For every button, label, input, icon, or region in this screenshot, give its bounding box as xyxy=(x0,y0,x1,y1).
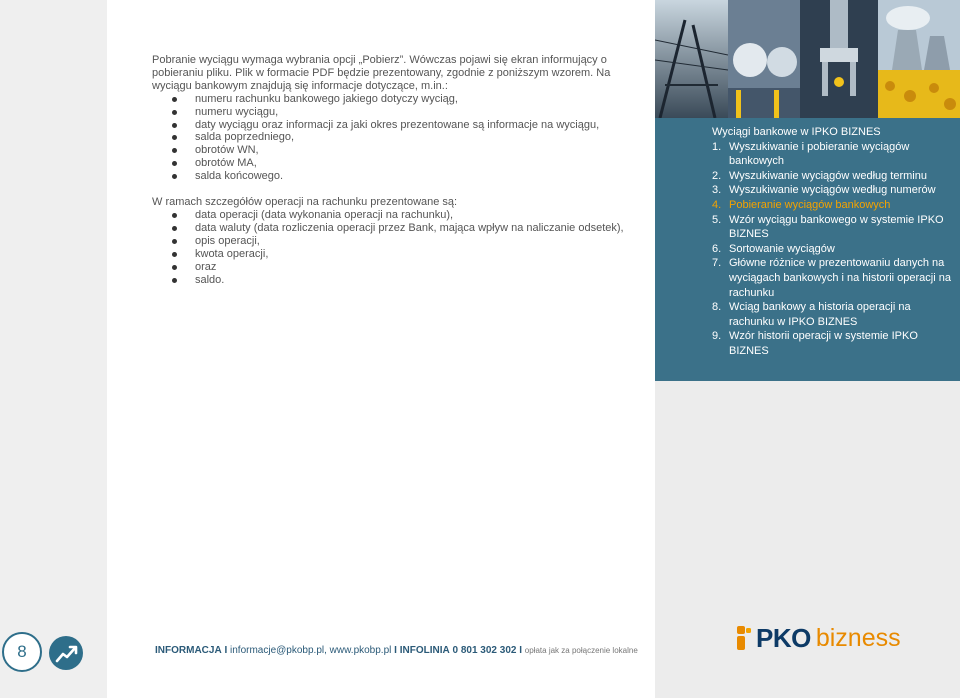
footer-separator: I xyxy=(394,645,397,656)
list-item: salda poprzedniego, xyxy=(152,131,632,144)
toc-item-number: 8. xyxy=(712,301,722,314)
logo-pko-text: PKO xyxy=(756,622,811,653)
toc-item-1[interactable] xyxy=(712,140,952,169)
footer-info-label: INFORMACJA xyxy=(155,645,222,656)
toc-list xyxy=(712,140,952,359)
gas-tanks-photo xyxy=(728,0,800,118)
footer-hotline-label: INFOLINIA xyxy=(399,645,450,656)
pko-bizness-logo xyxy=(733,622,901,654)
toc-item-5[interactable] xyxy=(712,213,952,242)
toc-item-7[interactable] xyxy=(712,256,952,300)
list-item: daty wyciągu oraz informacji za jaki okres prezentowane są informacje na wyciągu, xyxy=(152,119,632,132)
toc-item-label: Wciąg bankowy a historia operacji na rachunku w IPKO BIZNES xyxy=(729,301,911,328)
toc-item-9[interactable] xyxy=(712,329,952,358)
list-item: data operacji (data wykonania operacji na rachunku), xyxy=(152,209,632,222)
list-item: oraz xyxy=(152,261,632,274)
page-number: 8 xyxy=(2,632,42,672)
footer-site-link[interactable]: www.pkobp.pl xyxy=(329,645,392,656)
list-item: salda końcowego. xyxy=(152,170,632,183)
list-item: kwota operacji, xyxy=(152,248,632,261)
toc-item-number: 3. xyxy=(712,184,722,197)
list-item: opis operacji, xyxy=(152,235,632,248)
toc-item-3[interactable] xyxy=(712,183,952,198)
left-margin-strip xyxy=(0,0,107,698)
list-item: saldo. xyxy=(152,274,632,287)
toc-item-6[interactable] xyxy=(712,242,952,257)
toc-item-8[interactable] xyxy=(712,300,952,329)
toc-item-number: 2. xyxy=(712,169,722,182)
toc-item-number: 4. xyxy=(712,198,722,211)
toc-item-label: Wzór wyciągu bankowego w systemie IPKO BIZNES xyxy=(729,213,944,241)
toc-item-label: Pobieranie wyciągów bankowych xyxy=(729,198,891,211)
main-content xyxy=(152,54,632,286)
footer-contact: INFORMACJA I informacje@pkobp.pl, www.pkobp.pl I INFOLINIA 0 801 302 302 I opłata jak za połączenie lokalne xyxy=(155,645,638,656)
toc-title: Wyciągi bankowe w IPKO BIZNES xyxy=(712,126,881,138)
power-plant-photo xyxy=(878,0,960,118)
pko-logo-icon xyxy=(733,624,753,652)
toc-item-label: Wzór historii operacji w systemie IPKO BIZNES xyxy=(729,330,918,357)
toc-item-label: Wyszukiwanie wyciągów według numerów xyxy=(729,184,936,197)
statement-info-list xyxy=(152,93,632,183)
list-item: obrotów MA, xyxy=(152,157,632,170)
toc-item-number: 1. xyxy=(712,140,722,153)
toc-item-2[interactable] xyxy=(712,169,952,184)
operations-paragraph: W ramach szczegółów operacji na rachunku prezentowane są: xyxy=(152,196,458,209)
table-of-contents xyxy=(712,125,952,359)
toc-item-number: 7. xyxy=(712,257,722,270)
power-lines-photo xyxy=(655,0,728,118)
sidebar xyxy=(655,0,960,698)
list-item: data waluty (data rozliczenia operacji przez Bank, mająca wpływ na naliczanie odsetek), xyxy=(152,222,632,235)
footer-separator: I xyxy=(519,645,523,656)
logo-bizness-text: bizness xyxy=(815,623,901,652)
growth-arrow-icon xyxy=(49,636,83,670)
header-photos xyxy=(655,0,960,118)
operation-details-list xyxy=(152,209,632,286)
toc-item-label: Główne różnice w prezentowaniu danych na wyciągach bankowych i na historii operacji na rachunku xyxy=(729,257,951,299)
robot-arm-photo xyxy=(800,0,878,118)
toc-item-number: 6. xyxy=(712,242,722,255)
list-item: numeru wyciągu, xyxy=(152,106,632,119)
sidebar-panel xyxy=(655,0,960,381)
toc-item-number: 5. xyxy=(712,213,722,226)
toc-item-label: Wyszukiwanie i pobieranie wyciągów bankowych xyxy=(729,140,910,168)
toc-item-label: Sortowanie wyciągów xyxy=(729,242,835,255)
footer-note: opłata jak za połączenie lokalne xyxy=(524,646,638,655)
footer-separator: I xyxy=(224,645,228,656)
toc-item-number: 9. xyxy=(712,330,722,343)
footer-email-link[interactable]: informacje@pkobp.pl xyxy=(230,645,325,656)
footer-phone: 0 801 302 302 xyxy=(452,645,517,656)
intro-paragraph: Pobranie wyciągu wymaga wybrania opcji „Pobierz”. Wówczas pojawi się ekran informujący o pobieraniu pliku. Plik w formacie PDF będzie prezentowany, zgodnie z poniższym wzorem. Na wyciągu bankowym znajdują się informacje dotyczące, m.in.: xyxy=(152,54,611,92)
list-item: obrotów WN, xyxy=(152,144,632,157)
toc-item-4[interactable] xyxy=(712,198,952,213)
list-item: numeru rachunku bankowego jakiego dotyczy wyciąg, xyxy=(152,93,632,106)
toc-item-label: Wyszukiwanie wyciągów według terminu xyxy=(729,169,927,182)
